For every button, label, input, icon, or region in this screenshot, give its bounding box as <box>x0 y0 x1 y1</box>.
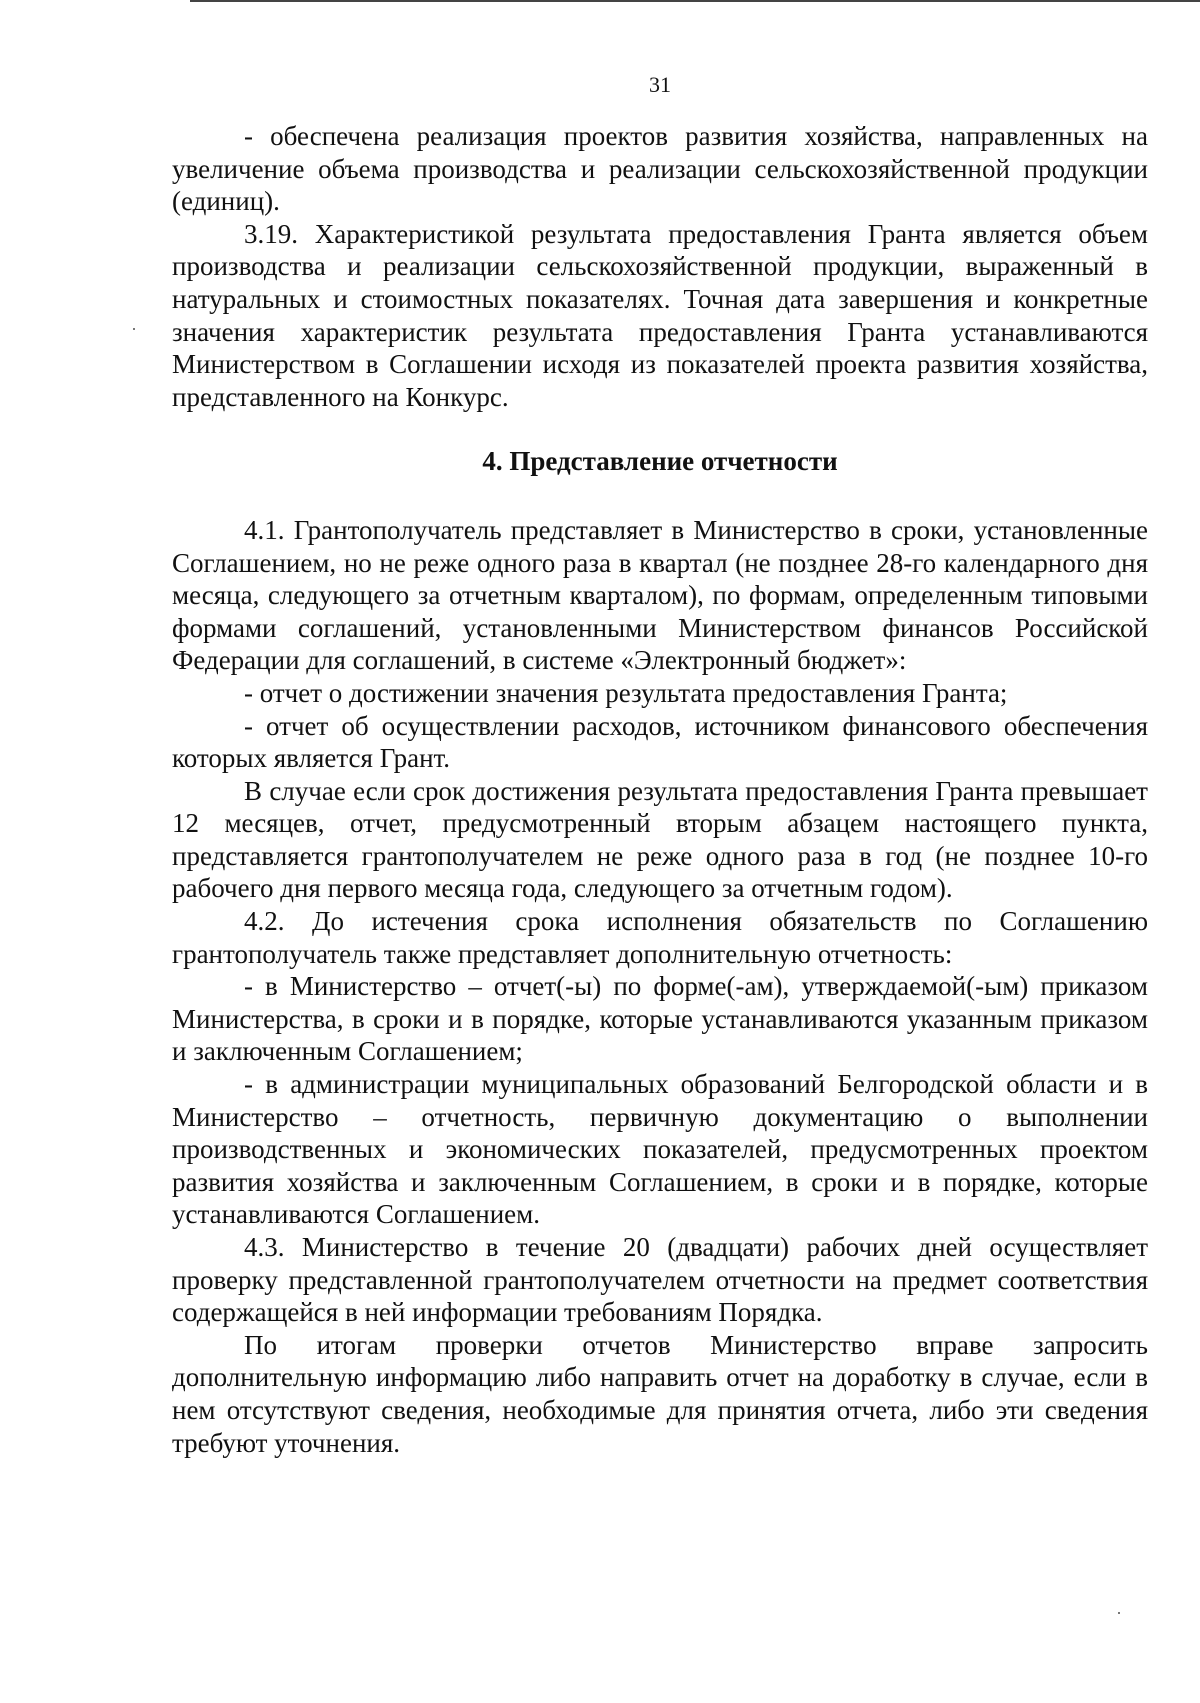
paragraph: - в Министерство – отчет(-ы) по форме(-ам), утверждаемой(-ым) приказом Министерства, в сроки и в порядке, которые устанавливаются указанным приказом и заключенным Соглашением; <box>172 971 1148 1067</box>
scan-top-edge <box>190 0 1200 2</box>
paragraph: - в администрации муниципальных образований Белгородской области и в Министерство – отчетность, первичную документацию о выполнении производственных и экономических показателей, предусмотренных проектом развития хозяйства и заключенным Соглашением, в сроки и в порядке, которые устанавливаются Соглашением. <box>172 1069 1148 1230</box>
section-title: 4. Представление отчетности <box>482 446 838 477</box>
paragraph: По итогам проверки отчетов Министерство вправе запросить дополнительную информацию либо направить отчет на доработку в случае, если в нем отсутствуют сведения, необходимые для принятия отчета, либо эти сведения требуют уточнения. <box>172 1329 1148 1458</box>
scan-speck <box>1118 1612 1120 1614</box>
paragraph: - отчет об осуществлении расходов, источником финансового обеспечения которых является Грант. <box>172 710 1148 774</box>
paragraph: 4.2. До истечения срока исполнения обязательств по Соглашению грантополучатель также представляет дополнительную отчетность: <box>172 906 1148 969</box>
scan-speck <box>133 328 135 330</box>
paragraph: 4.1. Грантополучатель представляет в Министерство в сроки, установленные Соглашением, но не реже одного раза в квартал (не позднее 28-го календарного дня месяца, следующего за отчетным кварталом), по формам, определенным типовыми формами соглашений, установленными Министерством финансов Российской Федерации для соглашений, в системе «Электронный бюджет»: <box>172 514 1148 676</box>
paragraph: В случае если срок достижения результата предоставления Гранта превышает 12 месяцев, отчет, предусмотренный вторым абзацем настоящего пункта, представляется грантополучателем не реже одного раза в год (не позднее 10-го рабочего дня первого месяца года, следующего за отчетным годом). <box>172 775 1148 904</box>
paragraph: 4.3. Министерство в течение 20 (двадцати) рабочих дней осуществляет проверку представленной грантополучателем отчетности на предмет соответствия содержащейся в ней информации требованиям Порядка. <box>172 1232 1148 1328</box>
document-page <box>172 70 1148 1459</box>
paragraph: 3.19. Характеристикой результата предоставления Гранта является объем производства и реализации сельскохозяйственной продукции, выраженный в натуральных и стоимостных показателях. Точная дата завершения и конкретные значения характеристик результата предоставления Гранта устанавливаются Министерством в Соглашении исходя из показателей проекта развития хозяйства, представленного на Конкурс. <box>172 218 1148 412</box>
paragraph: - отчет о достижении значения результата предоставления Гранта; <box>244 677 1008 708</box>
paragraph: - обеспечена реализация проектов развития хозяйства, направленных на увеличение объема производства и реализации сельскохозяйственной продукции (единиц). <box>172 121 1148 217</box>
page-number: 31 <box>649 72 671 97</box>
